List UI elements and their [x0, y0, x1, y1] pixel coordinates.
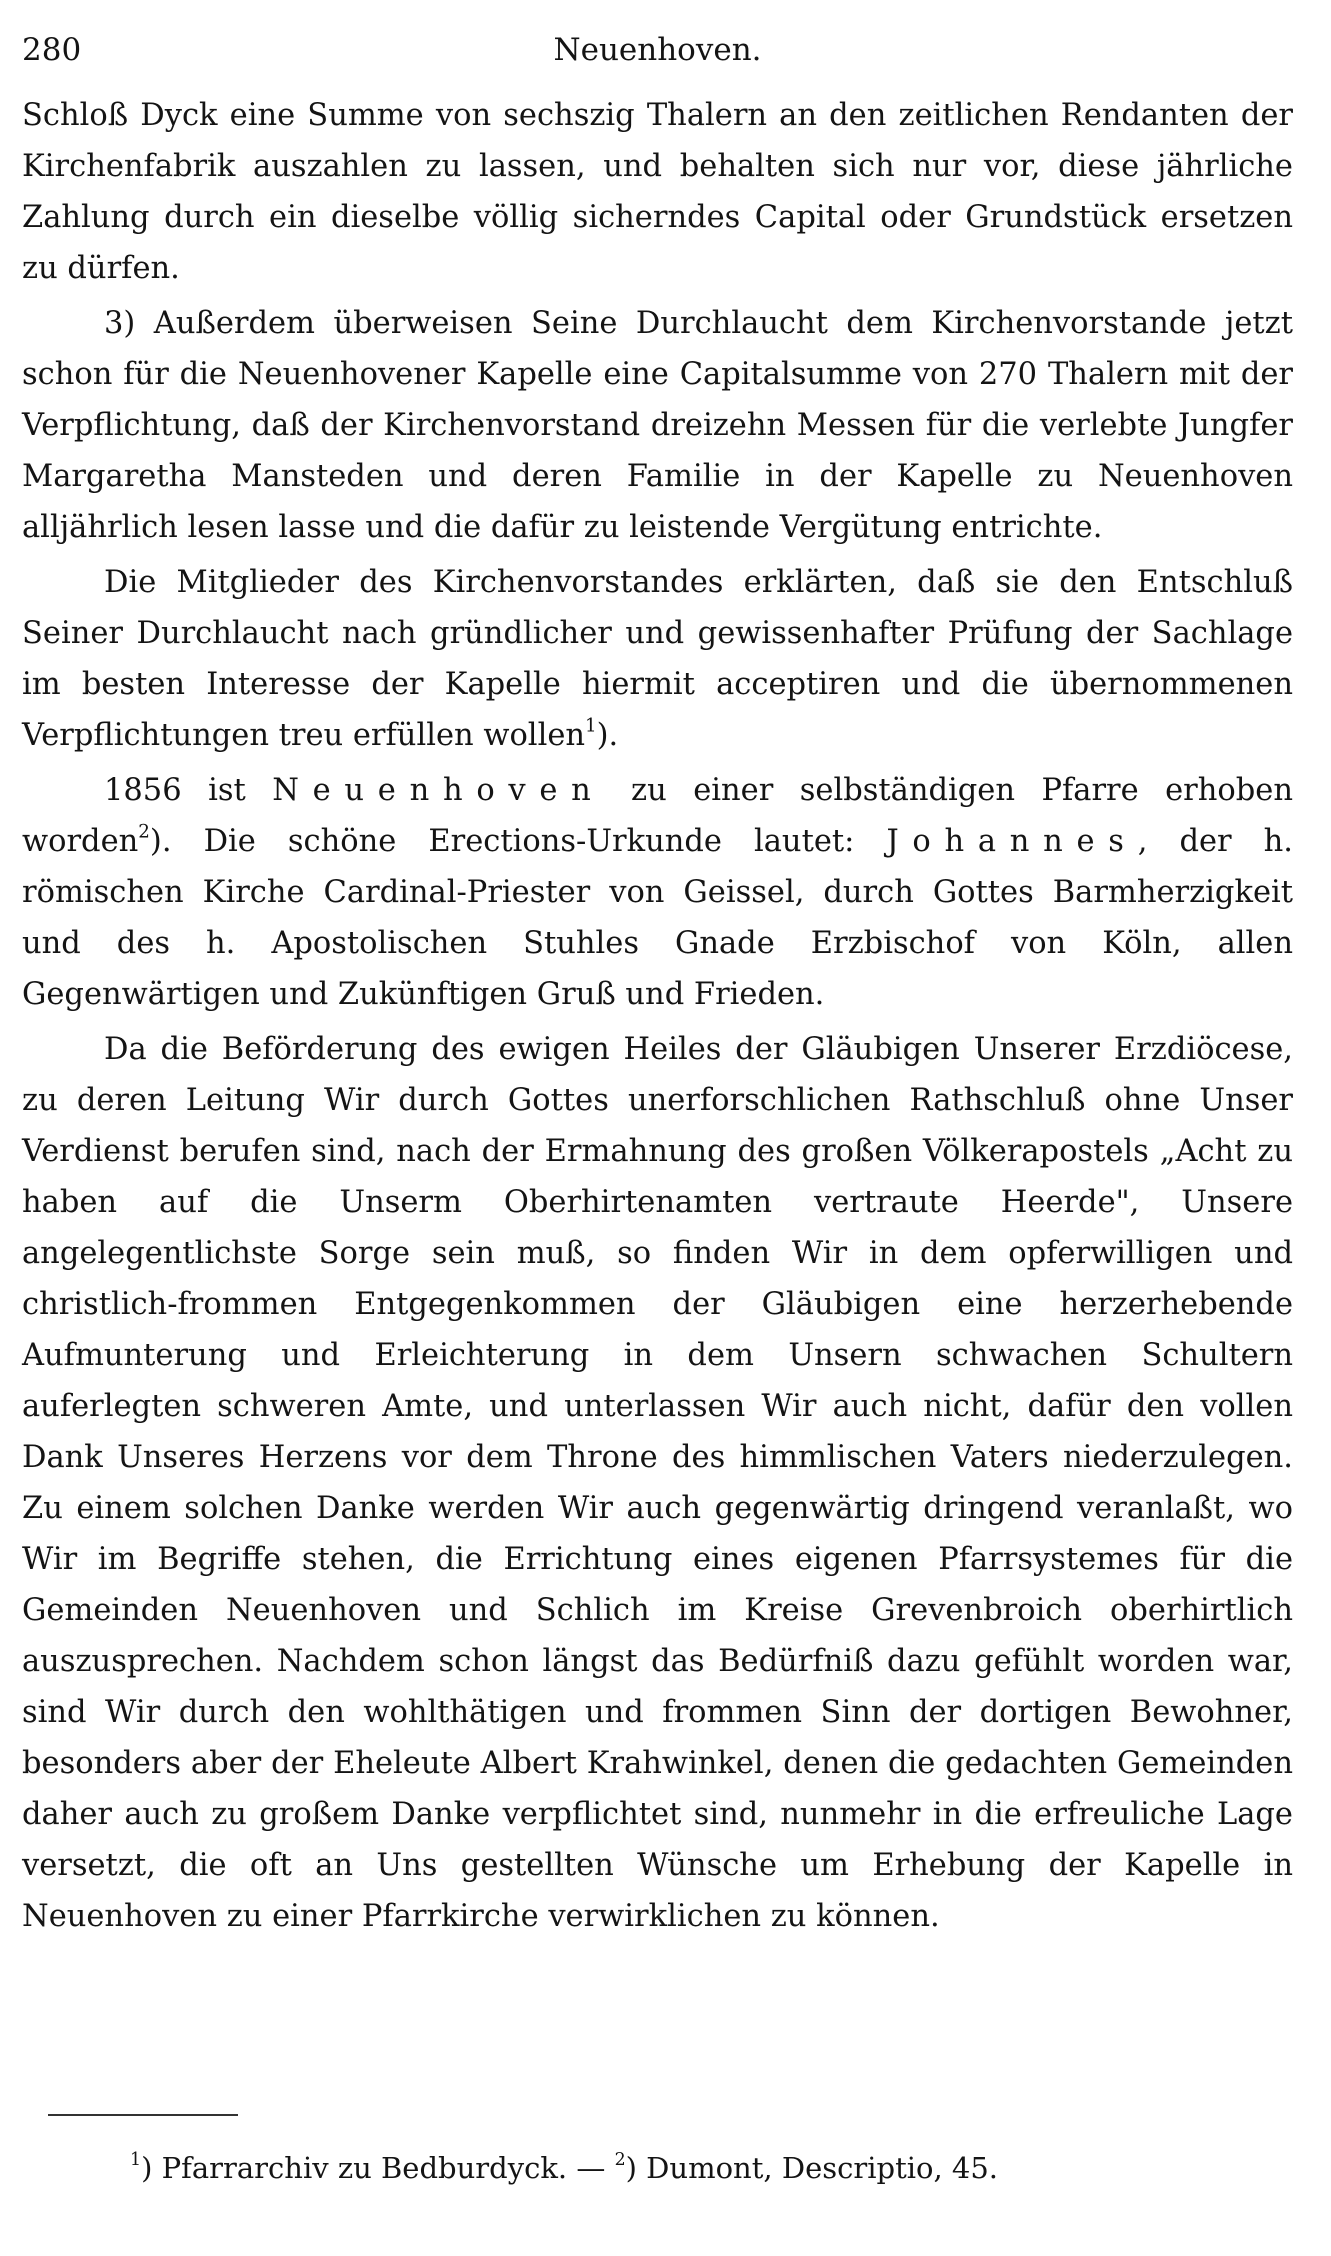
footnote-1-mark: 1 [130, 2149, 142, 2170]
paragraph-5: Da die Beförderung des ewigen Heiles der Gläubigen Unserer Erzdiöcese, zu deren Leitung Wir durch Gottes unerforschlichen Rathschluß ohne Unser Verdienst berufen sind, nach der Ermahnung des großen Völkerapostels „Acht zu haben auf die Unserm Oberhirtenamten vertraute Heerde", Unsere angelegentlichste Sorge sein muß, so finden Wir in dem opferwilligen und christlich-frommen Entgegenkommen der Gläubigen eine herzerhebende Aufmunterung und Erleichterung in dem Unsern schwachen Schultern auferlegten schweren Amte, und unterlassen Wir auch nicht, dafür den vollen Dank Unseres Herzens vor dem Throne des himmlischen Vaters niederzulegen. Zu einem solchen Danke werden Wir auch gegenwärtig dringend veranlaßt, wo Wir im Begriffe stehen, die Errichtung eines eigenen Pfarrsystemes für die Gemeinden Neuenhoven und Schlich im Kreise Grevenbroich oberhirtlich auszusprechen. Nachdem schon längst das Bedürfniß dazu gefühlt worden war, sind Wir durch den wohlthätigen und frommen Sinn der dortigen Bewohner, besonders aber der Eheleute Albert Krahwinkel, denen die gedachten Gemeinden daher auch zu großem Danke verpflichtet sind, nunmehr in die erfreuliche Lage versetzt, die oft an Uns gestellten Wünsche um Erhebung der Kapelle in Neuenhoven zu einer Pfarrkirche verwirklichen zu können. [22, 1032, 1293, 1934]
paragraph-4 [22, 765, 1293, 1020]
paragraph-3 [22, 557, 1293, 761]
paragraph-3-end: ). [596, 718, 619, 753]
paragraph-4-part-a: 1856 ist [104, 773, 246, 808]
footnote-2-text: ) Dumont, Descriptio, 45. [625, 2151, 999, 2185]
paragraph-3-text: Die Mitglieder des Kirchenvorstandes erklärten, daß sie den Entschluß Seiner Durchlaucht nach gründlicher und gewissenhafter Prüfung der Sachlage im besten Interesse der Kapelle hiermit acceptiren und die übernommenen Verpflichtungen treu erfüllen wollen [22, 565, 1293, 753]
name-spaced: Johannes [886, 824, 1138, 859]
paragraph-4-part-d: , der h. römischen Kirche Cardinal-Priester von Geissel, durch Gottes Barmherzigkeit und des h. Apostolischen Stuhles Gnade Erzbischof von Köln, allen Gegenwärtigen und Zukünftigen Gruß und Frieden. [22, 824, 1293, 1012]
paragraph-1: Schloß Dyck eine Summe von sechszig Thalern an den zeitlichen Rendanten der Kirchenfabrik auszahlen zu lassen, und behalten sich nur vor, diese jährliche Zahlung durch ein dieselbe völlig sicherndes Capital oder Grundstück ersetzen zu dürfen. [22, 98, 1293, 286]
page-header [22, 28, 1293, 74]
body-text [22, 90, 1293, 1942]
paragraph-4-part-b: zu einer selbständigen Pfarre erhoben worden [22, 773, 1293, 859]
footnote-1-text: ) Pfarrarchiv zu Bedburdyck. — [141, 2151, 606, 2185]
running-title: Neuenhoven. [553, 32, 762, 68]
footnote-ref-1: 1 [585, 715, 597, 737]
page-number: 280 [22, 32, 82, 68]
footnotes [130, 2148, 998, 2188]
place-name-spaced: Neuenhoven [272, 773, 605, 808]
footnote-2-mark: 2 [614, 2149, 626, 2170]
paragraph-2: 3) Außerdem überweisen Seine Durchlaucht dem Kirchenvorstande jetzt schon für die Neuenhovener Kapelle eine Capitalsumme von 270 Thalern mit der Verpflichtung, daß der Kirchenvorstand dreizehn Messen für die verlebte Jungfer Margaretha Mansteden und deren Familie in der Kapelle zu Neuenhoven alljährlich lesen lasse und die dafür zu leistende Vergütung entrichte. [22, 306, 1293, 545]
footnote-ref-2: 2 [138, 821, 150, 843]
paragraph-4-part-c: ). Die schöne Erections-Urkunde lautet: [149, 824, 855, 859]
footnote-divider [48, 2114, 238, 2116]
